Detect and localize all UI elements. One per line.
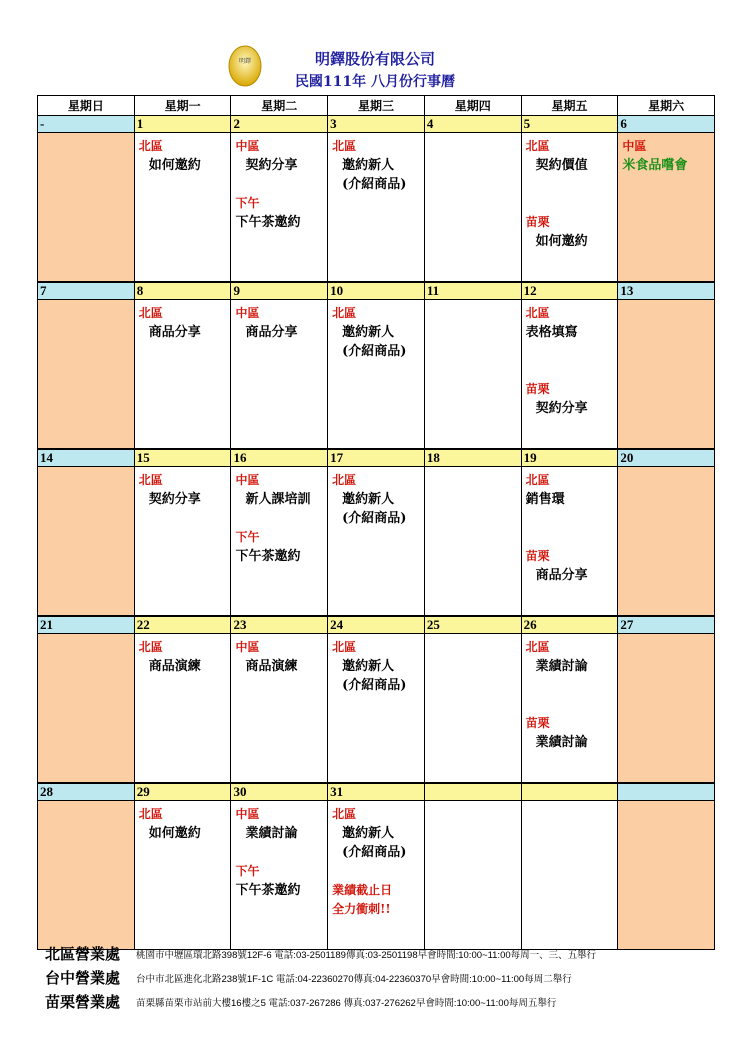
event-region-label: 苗栗 [525,549,550,563]
event-region-label: 苗栗 [525,716,550,730]
event-activity: (介紹商品) [342,678,407,693]
day-cell [328,801,425,949]
day-cell [618,634,714,782]
day-cell [135,133,232,281]
day-cell [328,133,425,281]
day-cell [231,467,328,615]
day-cell [38,801,135,949]
date-number: 21 [38,617,135,633]
date-number: 25 [425,617,522,633]
calendar-week [37,282,715,449]
event-activity: (介紹商品) [342,344,407,359]
event-activity: 如何邀約 [148,826,201,841]
date-row [38,116,714,133]
calendar-table [37,95,715,950]
event-row [38,467,714,615]
event-row [38,133,714,281]
date-number: 3 [328,116,425,132]
date-number: 12 [522,283,619,299]
date-number: 27 [618,617,714,633]
day-cell [135,467,232,615]
event-activity: 商品分享 [245,325,298,340]
event-region-label: 中區 [622,139,647,153]
date-number: - [38,116,135,132]
day-cell [522,634,619,782]
event-region-label: 北區 [138,640,163,654]
date-row [38,283,714,300]
date-number: 13 [618,283,714,299]
date-number [522,784,619,800]
date-number: 29 [135,784,232,800]
calendar-week [37,783,715,950]
event-region-label: 北區 [138,306,163,320]
event-region-label: 北區 [138,139,163,153]
date-number: 23 [231,617,328,633]
day-cell [522,300,619,448]
office-row [0,991,750,1015]
event-activity: (介紹商品) [342,511,407,526]
office-details: 桃園市中壢區環北路398號12F-6 電話:03-2501189傳真:03-2501198早會時間:10:00~11:00每周一、三、五舉行 [136,950,597,961]
weekday-header-cell: 星期五 [522,96,619,115]
event-region-label: 中區 [235,807,260,821]
event-region-label: 中區 [235,306,260,320]
day-cell [135,300,232,448]
event-activity: 如何邀約 [535,234,588,249]
weekday-header-cell: 星期三 [328,96,425,115]
date-number: 19 [522,450,619,466]
event-activity: 新人課培訓 [245,492,311,507]
event-region-label: 北區 [332,640,357,654]
event-region-label: 下午 [235,196,260,210]
event-region-label: 北區 [138,473,163,487]
day-cell [231,634,328,782]
event-row [38,634,714,782]
calendar-week [37,115,715,282]
event-region-label: 北區 [525,139,550,153]
event-row [38,801,714,949]
event-region-label: 北區 [332,807,357,821]
event-region-label: 苗栗 [525,382,550,396]
day-cell [38,133,135,281]
office-row [0,967,750,991]
date-number: 20 [618,450,714,466]
event-activity: 邀約新人 [342,158,395,173]
event-activity: 業績討論 [535,659,588,674]
event-region-label: 北區 [138,807,163,821]
weekday-header-row [37,95,715,115]
day-cell [425,300,522,448]
event-region-label: 中區 [235,139,260,153]
date-number: 4 [425,116,522,132]
event-activity: 商品分享 [535,568,588,583]
office-details: 台中市北區進化北路238號1F-1C 電話:04-22360270傳真:04-22360370早會時間:10:00~11:00每周二舉行 [136,974,572,985]
date-number: 9 [231,283,328,299]
date-row [38,617,714,634]
day-cell [522,801,619,949]
date-number: 10 [328,283,425,299]
weekday-header-cell: 星期二 [231,96,328,115]
day-cell [231,133,328,281]
svg-text:明鐸: 明鐸 [238,58,252,65]
event-row [38,300,714,448]
event-region-label: 北區 [525,306,550,320]
event-region-label: 北區 [332,306,357,320]
event-activity: 商品分享 [148,325,201,340]
date-number: 2 [231,116,328,132]
event-region-label: 業績截止日 [332,883,393,897]
event-activity: 銷售環 [525,492,565,507]
date-number: 17 [328,450,425,466]
event-activity: 下午茶邀約 [235,215,301,230]
event-region-label: 北區 [525,473,550,487]
event-activity: 契約價值 [535,158,588,173]
date-number: 1 [135,116,232,132]
event-activity: 米食品嚐會 [622,158,688,173]
day-cell [618,801,714,949]
office-name: 台中營業處 [45,969,121,987]
day-cell [231,801,328,949]
date-number: 7 [38,283,135,299]
event-activity: 邀約新人 [342,659,395,674]
date-number: 30 [231,784,328,800]
weekday-header-cell: 星期一 [135,96,232,115]
calendar-week [37,449,715,616]
office-details: 苗栗縣苗栗市站前大樓16樓之5 電話:037-267286 傳真:037-276262早會時間:10:00~11:00每周五舉行 [136,998,557,1009]
event-activity: 如何邀約 [148,158,201,173]
date-number [425,784,522,800]
event-activity: 業績討論 [535,735,588,750]
date-number: 6 [618,116,714,132]
date-number: 5 [522,116,619,132]
event-activity: 契約分享 [148,492,201,507]
event-region-label: 全力衝刺!! [332,902,391,916]
day-cell [425,133,522,281]
day-cell [522,467,619,615]
weekday-header-cell: 星期日 [38,96,135,115]
event-region-label: 北區 [332,139,357,153]
day-cell [328,467,425,615]
event-activity: 業績討論 [245,826,298,841]
date-number: 11 [425,283,522,299]
event-activity: 契約分享 [535,401,588,416]
date-number: 18 [425,450,522,466]
weekday-header-cell: 星期四 [425,96,522,115]
day-cell [135,634,232,782]
day-cell [425,467,522,615]
day-cell [618,300,714,448]
date-row [38,784,714,801]
office-row [0,943,750,967]
date-row [38,450,714,467]
event-activity: 表格填寫 [525,325,578,340]
date-number: 28 [38,784,135,800]
event-activity: 商品演練 [148,659,201,674]
header [0,40,750,94]
event-activity: 下午茶邀約 [235,883,301,898]
date-number: 22 [135,617,232,633]
event-activity: (介紹商品) [342,845,407,860]
day-cell [38,467,135,615]
date-number: 15 [135,450,232,466]
event-region-label: 中區 [235,640,260,654]
event-activity: 下午茶邀約 [235,549,301,564]
day-cell [425,634,522,782]
event-activity: 契約分享 [245,158,298,173]
event-activity: 邀約新人 [342,826,395,841]
event-activity: 邀約新人 [342,325,395,340]
event-region-label: 下午 [235,530,260,544]
day-cell [328,634,425,782]
day-cell [38,634,135,782]
date-number: 8 [135,283,232,299]
day-cell [618,133,714,281]
date-number: 24 [328,617,425,633]
event-activity: 商品演練 [245,659,298,674]
calendar-week [37,616,715,783]
date-number: 16 [231,450,328,466]
date-number [618,784,714,800]
event-region-label: 中區 [235,473,260,487]
day-cell [618,467,714,615]
event-region-label: 北區 [332,473,357,487]
date-number: 14 [38,450,135,466]
day-cell [231,300,328,448]
day-cell [135,801,232,949]
day-cell [328,300,425,448]
event-activity: 邀約新人 [342,492,395,507]
office-name: 北區營業處 [45,945,121,963]
day-cell [38,300,135,448]
date-number: 31 [328,784,425,800]
weekday-header-cell: 星期六 [648,99,685,113]
event-region-label: 北區 [525,640,550,654]
day-cell [522,133,619,281]
calendar-title: 民國111年 八月份行事曆 [294,74,456,90]
date-number: 26 [522,617,619,633]
office-name: 苗栗營業處 [45,993,121,1011]
event-activity: (介紹商品) [342,177,407,192]
event-region-label: 苗栗 [525,215,550,229]
day-cell [425,801,522,949]
company-name: 明鐸股份有限公司 [314,50,435,68]
event-region-label: 下午 [235,864,260,878]
